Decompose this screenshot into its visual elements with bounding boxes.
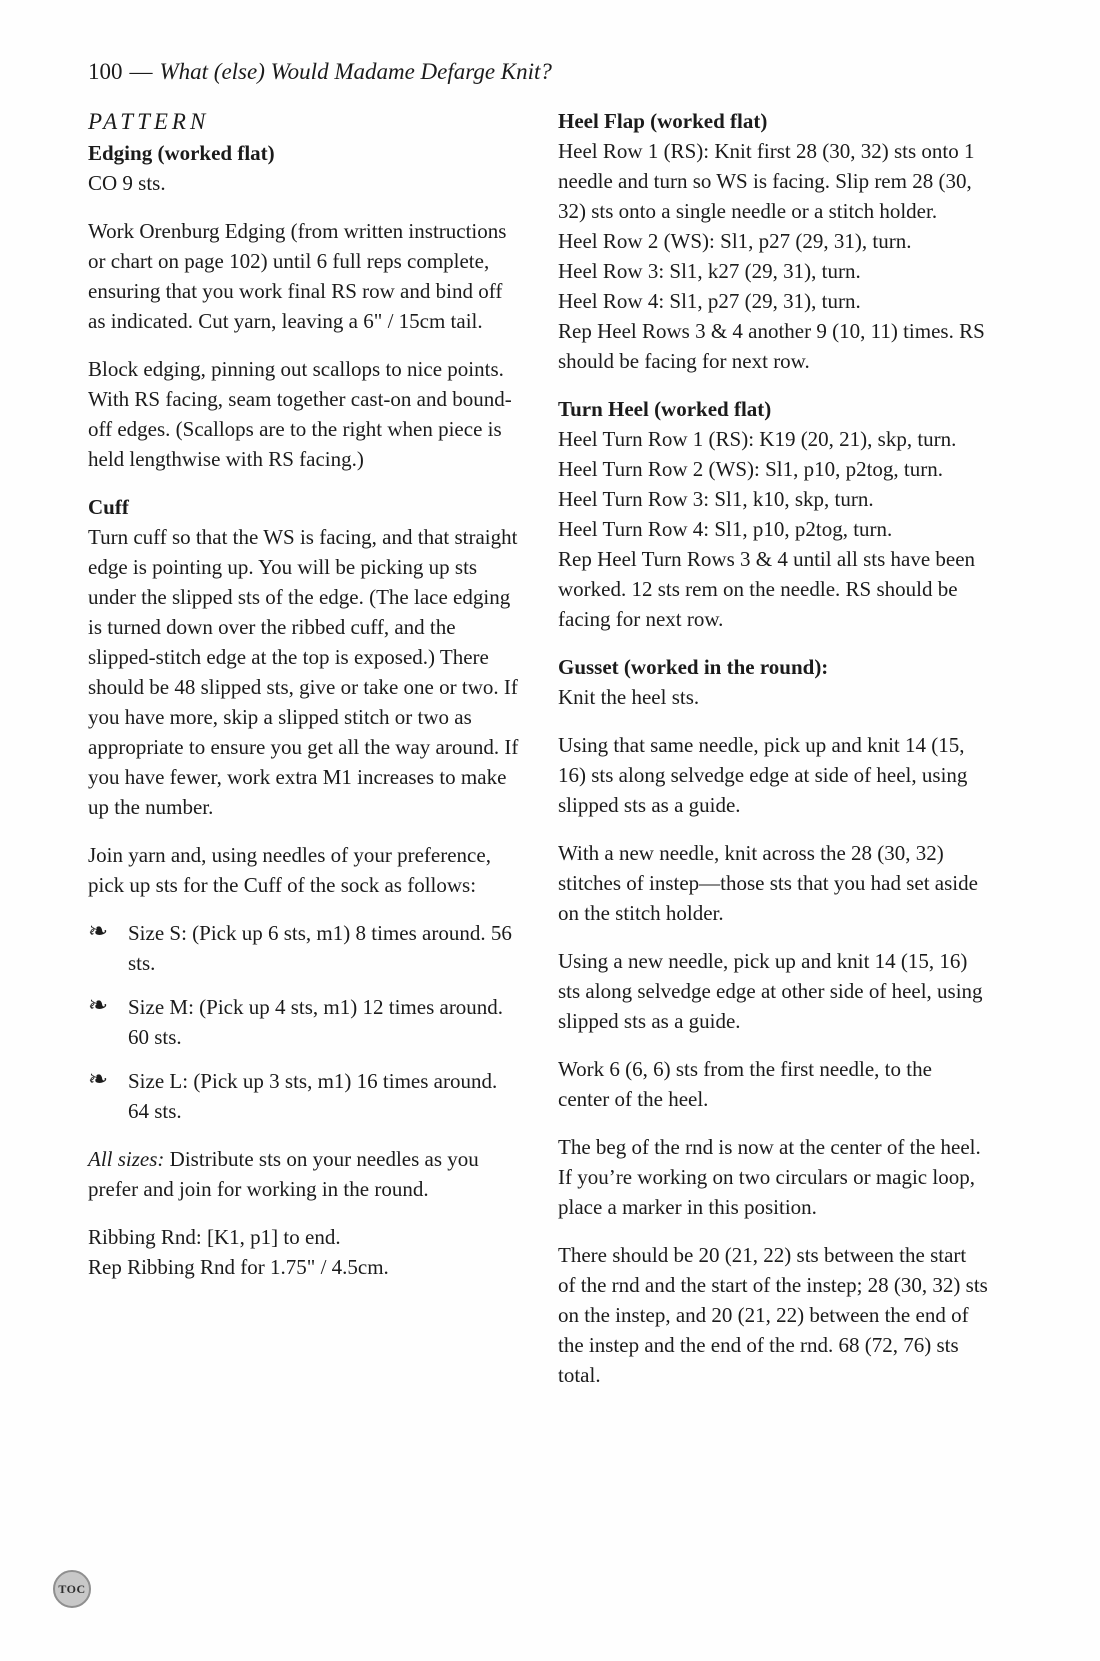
edging-paragraph: Block edging, pinning out scallops to nice points. With RS facing, seam together cast-on and bound-off edges. (Scallops are to the right when piece is held lengthwise with RS facing.): [88, 357, 512, 471]
ribbing-block: [88, 1222, 522, 1282]
page-number: 100: [88, 59, 123, 84]
cuff-heading: Cuff: [88, 495, 129, 519]
heel-turn-row-instruction: Heel Turn Row 1 (RS): K19 (20, 21), skp, turn.: [558, 427, 957, 451]
heel-row-instruction: Rep Heel Rows 3 & 4 another 9 (10, 11) times. RS should be facing for next row.: [558, 319, 985, 373]
list-item: [88, 992, 522, 1052]
size-s-instruction: Size S: (Pick up 6 sts, m1) 8 times around. 56 sts.: [128, 921, 512, 975]
turn-heel-section: [558, 394, 988, 634]
list-item: [88, 1066, 522, 1126]
turn-heel-heading: Turn Heel (worked flat): [558, 397, 772, 421]
all-sizes-label: All sizes:: [88, 1147, 165, 1171]
gusset-paragraph: There should be 20 (21, 22) sts between the start of the rnd and the start of the instep; 28 (30, 32) sts on the instep, and 20 (21, 22) between the end of the instep and the end of the rnd. 68 (72, 76) sts total.: [558, 1243, 988, 1387]
edging-cast-on: CO 9 sts.: [88, 171, 166, 195]
gusset-section-head: [558, 652, 988, 712]
gusset-paragraph: Using a new needle, pick up and knit 14 (15, 16) sts along selvedge edge at other side of heel, using slipped sts as a guide.: [558, 949, 983, 1033]
size-l-instruction: Size L: (Pick up 3 sts, m1) 16 times around. 64 sts.: [128, 1069, 498, 1123]
heel-turn-row-instruction: Heel Turn Row 2 (WS): Sl1, p10, p2tog, turn.: [558, 457, 944, 481]
gusset-paragraph: The beg of the rnd is now at the center of the heel. If you’re working on two circulars or magic loop, place a marker in this position.: [558, 1135, 981, 1219]
heel-flap-heading: Heel Flap (worked flat): [558, 109, 768, 133]
heel-row-instruction: Heel Row 2 (WS): Sl1, p27 (29, 31), turn.: [558, 229, 912, 253]
heel-row-instruction: Heel Row 3: Sl1, k27 (29, 31), turn.: [558, 259, 861, 283]
header-separator: —: [129, 59, 153, 84]
heel-flap-section: [558, 106, 988, 376]
right-column: [558, 106, 988, 1390]
heel-turn-row-instruction: Heel Turn Row 4: Sl1, p10, p2tog, turn.: [558, 517, 893, 541]
gusset-heading: Gusset (worked in the round):: [558, 655, 829, 679]
heel-row-instruction: Heel Row 4: Sl1, p27 (29, 31), turn.: [558, 289, 861, 313]
toc-button[interactable]: TOC: [53, 1570, 91, 1608]
heel-turn-row-instruction: Heel Turn Row 3: Sl1, k10, skp, turn.: [558, 487, 874, 511]
fleuron-bullet-icon: ❧: [88, 919, 109, 945]
gusset-paragraph: Work 6 (6, 6) sts from the first needle, to the center of the heel.: [558, 1057, 932, 1111]
page-header: [88, 58, 1000, 86]
size-m-instruction: Size M: (Pick up 4 sts, m1) 12 times around. 60 sts.: [128, 995, 504, 1049]
ribbing-repeat-line: Rep Ribbing Rnd for 1.75" / 4.5cm.: [88, 1255, 389, 1279]
fleuron-bullet-icon: ❧: [88, 1067, 109, 1093]
gusset-paragraph: With a new needle, knit across the 28 (30, 32) stitches of instep—those sts that you had set aside on the stitch holder.: [558, 841, 978, 925]
ribbing-round-line: Ribbing Rnd: [K1, p1] to end.: [88, 1225, 341, 1249]
heel-turn-row-instruction: Rep Heel Turn Rows 3 & 4 until all sts have been worked. 12 sts rem on the needle. RS should be facing for next row.: [558, 547, 976, 631]
edging-paragraph: Work Orenburg Edging (from written instructions or chart on page 102) until 6 full reps complete, ensuring that you work final RS row and bind off as indicated. Cut yarn, leaving a 6" / 15cm tail.: [88, 219, 507, 333]
cuff-paragraph: Join yarn and, using needles of your preference, pick up sts for the Cuff of the sock as follows:: [88, 843, 491, 897]
all-sizes-text: Distribute sts on your needles as you prefer and join for working in the round.: [88, 1147, 479, 1201]
book-title: What (else) Would Madame Defarge Knit?: [159, 59, 552, 84]
two-column-layout: [88, 106, 1000, 1390]
fleuron-bullet-icon: ❧: [88, 993, 109, 1019]
size-bullet-list: [88, 918, 522, 1126]
heel-row-instruction: Heel Row 1 (RS): Knit first 28 (30, 32) sts onto 1 needle and turn so WS is facing. Slip rem 28 (30, 32) sts onto a single needle or a stitch holder.: [558, 139, 975, 223]
edging-section: [88, 138, 522, 198]
gusset-intro: Knit the heel sts.: [558, 685, 700, 709]
gusset-paragraph: Using that same needle, pick up and knit 14 (15, 16) sts along selvedge edge at side of heel, using slipped sts as a guide.: [558, 733, 968, 817]
left-column: [88, 106, 522, 1300]
list-item: [88, 918, 522, 978]
edging-heading: Edging (worked flat): [88, 141, 275, 165]
cuff-section: [88, 492, 522, 1282]
all-sizes-paragraph: [88, 1144, 522, 1204]
cuff-paragraph: Turn cuff so that the WS is facing, and that straight edge is pointing up. You will be picking up sts under the slipped sts of the edge. (The lace edging is turned down over the ribbed cuff, and the slipped-stitch edge at the top is exposed.) There should be 48 slipped sts, give or take one or two. If you have more, skip a slipped stitch or two as appropriate to ensure you get all the way around. If you have fewer, work extra M1 increases to make up the number.: [88, 525, 519, 819]
pattern-label: PATTERN: [88, 109, 210, 134]
